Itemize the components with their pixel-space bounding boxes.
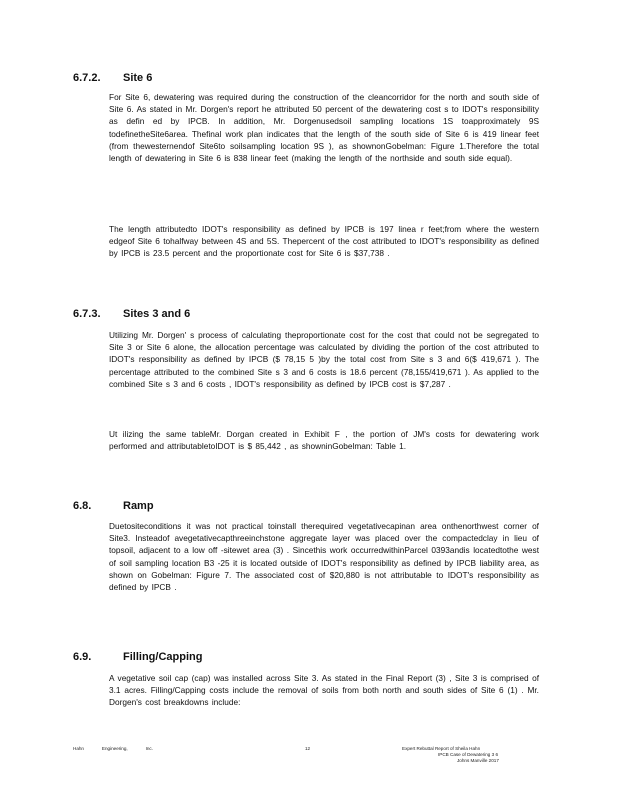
footer-right xyxy=(402,746,540,764)
paragraph: Utilizing Mr. Dorgen' s process of calculating theproportionate cost for the cost that could not be segregated to Site 3 or Site 6 alone, the allocation percentage was calculated by dividing the portion of the cost attributed to IDOT's responsibility as defined by IPCB ($ 78,15 5 )by the total cost from Site s 3 and 6($ 419,671 ). The percentage attributed to the combined Site s 3 and 6 costs is 18.6 percent (78,155/419,671 ). As applied to the combined Site s 3 and 6 costs , IDOT's responsibility as defined by IPCB cost is $7,287 . xyxy=(109,330,539,389)
page-number: 12 xyxy=(305,746,311,751)
footer-company-word: Inc. xyxy=(145,746,153,751)
section-heading xyxy=(73,72,152,84)
paragraph: Ut ilizing the same tableMr. Dorgan created in Exhibit F , the portion of JM's costs for dewatering work performed and attributabletoIDOT is $ 85,442 , as showninGobelman: Table 1. xyxy=(109,429,539,452)
section-number: 6.8. xyxy=(73,500,92,512)
section-number: 6.7.2. xyxy=(73,72,101,84)
section-title: Filling/Capping xyxy=(123,651,203,663)
section-number: 6.9. xyxy=(73,651,92,663)
section-title: Site 6 xyxy=(123,72,153,84)
section-heading xyxy=(73,500,154,512)
footer-report-title: Expert Rebuttal Report of Sheila Hahn xyxy=(402,746,481,751)
section-title: Ramp xyxy=(123,500,154,512)
section-title: Sites 3 and 6 xyxy=(123,308,191,320)
section-number: 6.7.3. xyxy=(73,308,101,320)
paragraph: Duetositeconditions it was not practical toinstall therequired vegetativecapinan area onthenorthwest corner of Site3. Insteadof avegetativecapthreeinchstone aggregate layer was placed over the compactedclay in lieu of topsoil, adjacent to a low off -sitewet area (3) . Sincethis work occurredwithinParcel 0393andis locatedtothe west of soil sampling location B3 -25 it is located outside of IDOT's responsibility as defined by IPCB liability area, as shown on Gobelman: Figure 7. The associated cost of $20,880 is not attributable to IDOT's responsibility as defined by IPCB . xyxy=(109,521,539,593)
footer-case: IPCB Case of Dewatering 3 6 xyxy=(438,752,499,757)
section-heading xyxy=(73,651,202,663)
footer-client: Johns Manville 2017 xyxy=(457,758,499,763)
footer-left xyxy=(73,746,153,752)
paragraph: A vegetative soil cap (cap) was installed across Site 3. As stated in the Final Report (3) , Site 3 is comprised of 3.1 acres. Filling/Capping costs include the removal of soils from both north and south sides of Site 6 (1) . Mr. Dorgen's cost breakdowns include: xyxy=(109,673,539,708)
footer-company-word: Engineering, xyxy=(101,746,128,751)
paragraph: For Site 6, dewatering was required during the construction of the cleancorridor for the north and south side of Site 6. As stated in Mr. Dorgen's report he attributed 50 percent of the dewatering cost s to IDOT's responsibility as defin ed by IPCB. In addition, Mr. Dorgenusedsoil sampling locations 1S toapproximately 9S todefinetheSite6area. Thefinal work plan indicates that the length of the south side of Site 6 is 419 linear feet (from thewesternendof Site6to soilsampling location 9S ), as shownonGobelman: Figure 1.Therefore the total length of dewatering in Site 6 is 838 linear feet (making the length of the northside and south side equal). xyxy=(109,92,539,164)
footer-company-word: Hahn xyxy=(73,746,84,751)
section-heading xyxy=(73,308,190,320)
paragraph: The length attributedto IDOT's responsibility as defined by IPCB is 197 linea r feet;from where the western edgeof Site 6 tohalfway between 4S and 5S. Thepercent of the cost attributed to IDOT's responsibility as defined by IPCB is 23.5 percent and the proportionate cost for Site 6 is $37,738 . xyxy=(109,224,539,259)
